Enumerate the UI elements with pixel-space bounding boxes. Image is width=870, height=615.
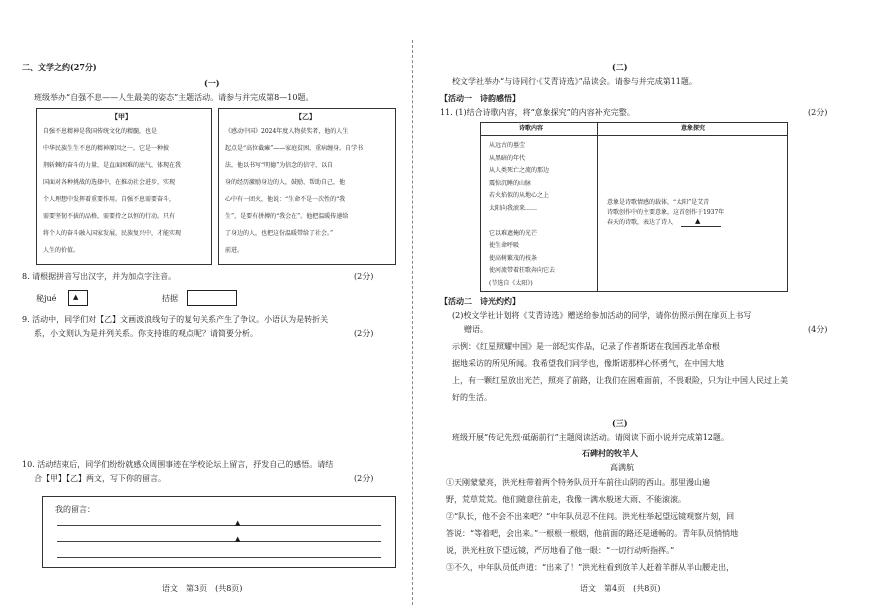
explore-text: 意象是诗歌情感的载体，“太阳”是艾青 bbox=[607, 199, 710, 206]
text-line: 从人类死亡之流的那边 bbox=[489, 167, 550, 174]
text-line: 国面对各种挑战的选择中，在推动社会进步，实现 bbox=[43, 179, 176, 186]
text-line: 太阳向我滚来…… bbox=[489, 204, 538, 212]
text-line: 使高树繁茂的枝条 bbox=[489, 254, 538, 262]
text-line: 上，有一颗红星放出光芒，照亮了前路，让我们在困难面前，不畏艰险，只为让中国人民过上美 bbox=[452, 376, 788, 385]
text-line: 据地采访的所见所闻。我希望我们同学也，像斯诺那样心怀勇气，在中国大地 bbox=[452, 359, 724, 368]
triangle-mark-icon: ▲ bbox=[235, 519, 241, 527]
activity-heading: 【活动一 诗韵感悟】 bbox=[440, 93, 520, 103]
question-10-score: (2分) bbox=[354, 474, 374, 483]
answer-box-2[interactable] bbox=[187, 290, 237, 306]
part-label: (三) bbox=[612, 418, 628, 428]
part-label: (二) bbox=[612, 62, 628, 72]
text-line: 起点是“高位截瘫”——家庭贫困，重病缠身。自学书 bbox=[225, 145, 364, 152]
question-11b-line1: (2)校文学社计划将《艾青诗选》赠送给参加活动的同学，请你仿照示例在扉页上书写 bbox=[452, 311, 752, 320]
text-line: 生”，是要有拼搏的“我会在”。他把温暖传递给 bbox=[225, 213, 349, 220]
question-8: 8. 请根据拼音写出汉字，并为加点字注音。 bbox=[22, 272, 177, 281]
imagery-table bbox=[480, 122, 788, 292]
text-line: ③不久，中年队员低声道：“出来了！”洪光柱看到放羊人赶着羊群从半山腰走出， bbox=[446, 563, 735, 572]
text-line: 自强不息精神是我国传统文化的精髓，也是 bbox=[43, 128, 158, 135]
text-line: 将个人的奋斗融入国家发展，民族复兴中，才能实现 bbox=[43, 230, 182, 237]
intro-text: 班级开展“传记先烈·砥砺前行”主题阅读活动。请阅读下面小说并完成第12题。 bbox=[452, 433, 729, 442]
table-header: 意象探究 bbox=[681, 125, 706, 132]
q8-item-1: 秘jué bbox=[36, 294, 57, 303]
explore-text: 诗歌创作中的主要意象，这首创作于1937年 bbox=[607, 209, 725, 216]
q8-item-2: 拮据 bbox=[162, 294, 178, 303]
text-line: (节选自《太阳》) bbox=[489, 279, 533, 287]
text-line: 中华民族生生不息的精神原因之一。它是一种披 bbox=[43, 145, 170, 152]
message-label: 我的留言： bbox=[55, 505, 95, 514]
question-10-line1: 10. 活动结束后，同学们纷纷就感众周围事迹在学校论坛上留言，抒发自己的感悟。请结 bbox=[22, 460, 334, 469]
story-author: 高满航 bbox=[610, 463, 634, 472]
triangle-mark-icon: ▲ bbox=[235, 535, 241, 543]
text-line: 《感动中国》2024年度人物获奖者，他的人生 bbox=[225, 128, 349, 135]
question-8-score: (2分) bbox=[354, 272, 374, 281]
triangle-mark-icon: ▲ bbox=[73, 293, 79, 301]
passage-yi-label: 【乙】 bbox=[295, 112, 316, 121]
question-9-line2: 系，小文则认为是并列关系。你支持谁的观点呢？请简要分析。 bbox=[34, 329, 258, 338]
part-label: (一) bbox=[204, 78, 220, 88]
text-line: 示例：《红星照耀中国》是一部纪实作品，记录了作者斯诺在我国西北革命根 bbox=[452, 342, 720, 351]
triangle-mark-icon: ▲ bbox=[695, 217, 701, 225]
passage-jia-label: 【甲】 bbox=[111, 112, 132, 121]
text-line: 使生命呼吸 bbox=[489, 242, 520, 249]
page-footer: 语文 第3页 (共8页) bbox=[162, 584, 243, 593]
text-line: ②“队长，他不会不出来吧？”中年队员忍不住问。洪光柱举起望远镜观察片刻，回 bbox=[446, 512, 735, 521]
fill-in-blank[interactable] bbox=[681, 226, 721, 227]
text-line: 荆斩棘的奋斗的力量，是直面困难的底气，体现在我 bbox=[43, 162, 182, 169]
text-line: ①天刚蒙蒙亮，洪光柱带着两个特务队员开车前往山阴的西山。那里漫山遍 bbox=[446, 478, 710, 487]
text-line: 需要坚韧不拔的品格，需要持之以恒的行动。只有 bbox=[43, 213, 176, 220]
text-line: 使河流带着狂歌奔向它去 bbox=[489, 267, 556, 274]
question-11: 11. (1)结合诗歌内容，将“意象探究”的内容补充完整。 bbox=[440, 108, 635, 117]
text-line: 个人理想中发挥着重要作用。自强不息需要奋斗， bbox=[43, 196, 176, 203]
answer-line bbox=[57, 557, 381, 558]
activity-heading: 【活动二 诗光灼灼】 bbox=[440, 296, 520, 306]
text-line: 震惊沉睡的山脉 bbox=[489, 179, 532, 187]
table-divider bbox=[481, 135, 787, 136]
page-left bbox=[22, 0, 402, 615]
text-line: 若火焰似的从地心之上 bbox=[489, 192, 550, 199]
story-title: 石碑村的牧羊人 bbox=[582, 448, 638, 458]
question-11b-score: (4分) bbox=[808, 325, 828, 334]
passage-jia-box bbox=[36, 108, 212, 265]
text-line: 心中有一团火，他说：“生命不是一次性的“我 bbox=[225, 196, 346, 203]
table-divider bbox=[597, 123, 598, 291]
question-11-score: (2分) bbox=[808, 108, 828, 117]
text-line: 前进。 bbox=[225, 247, 244, 254]
question-9-score: (2分) bbox=[354, 329, 374, 338]
answer-line bbox=[57, 525, 381, 526]
text-line: 人生的价值。 bbox=[43, 247, 80, 254]
explore-text: 春天的诗歌，表达了诗人 bbox=[607, 219, 674, 226]
intro-text: 校文学社举办“与诗同行·《艾青诗选》”品读会。请参与并完成第11题。 bbox=[452, 77, 697, 86]
text-line: 法，他以书写“明德”为信念的信守，以自 bbox=[225, 162, 334, 169]
page-footer: 语文 第4页 (共8页) bbox=[580, 584, 661, 593]
intro-text: 班级举办“自强不息——人生最美的姿态”主题活动。请参与并完成第8—10题。 bbox=[34, 93, 314, 102]
question-10-line2: 合【甲】【乙】两文，写下你的留言。 bbox=[34, 474, 166, 483]
text-line: 说，洪光柱放下望远镜，严厉地看了他一眼：“一切行动听指挥。” bbox=[446, 546, 675, 555]
text-line: 从黑暗的年代 bbox=[489, 154, 526, 162]
message-box[interactable] bbox=[42, 496, 396, 568]
text-line: 身的经历激励身边的人，鼓励、帮助自己，他 bbox=[225, 179, 346, 186]
table-header: 诗歌内容 bbox=[519, 125, 544, 132]
page-divider bbox=[412, 40, 413, 605]
text-line: 好的生活。 bbox=[452, 393, 492, 402]
text-line: 从远古的墓茔 bbox=[489, 142, 526, 149]
question-11b-line2: 赠语。 bbox=[464, 325, 488, 334]
text-line: 了身边的人，也把这份温暖带给了社会。” bbox=[225, 230, 334, 237]
text-line: 它以难遮掩的光芒 bbox=[489, 229, 538, 237]
question-9-line1: 9. 活动中，同学们对【乙】文画波浪线句子的复句关系产生了争议。小语认为是转折关 bbox=[22, 315, 329, 324]
answer-line bbox=[57, 541, 381, 542]
section-title: 二、文学之约(27分) bbox=[22, 62, 97, 72]
text-line: 答说：“等着吧，会出来。”一根根一根烟，他前面的路还是通畅的。青年队员悄悄地 bbox=[446, 529, 739, 538]
passage-yi-box bbox=[218, 108, 396, 265]
page-right bbox=[440, 0, 850, 615]
text-line: 野，荒草荒荒。他们随意往前走，我像一满水般迷大雨、不能滚滚。 bbox=[446, 495, 686, 504]
